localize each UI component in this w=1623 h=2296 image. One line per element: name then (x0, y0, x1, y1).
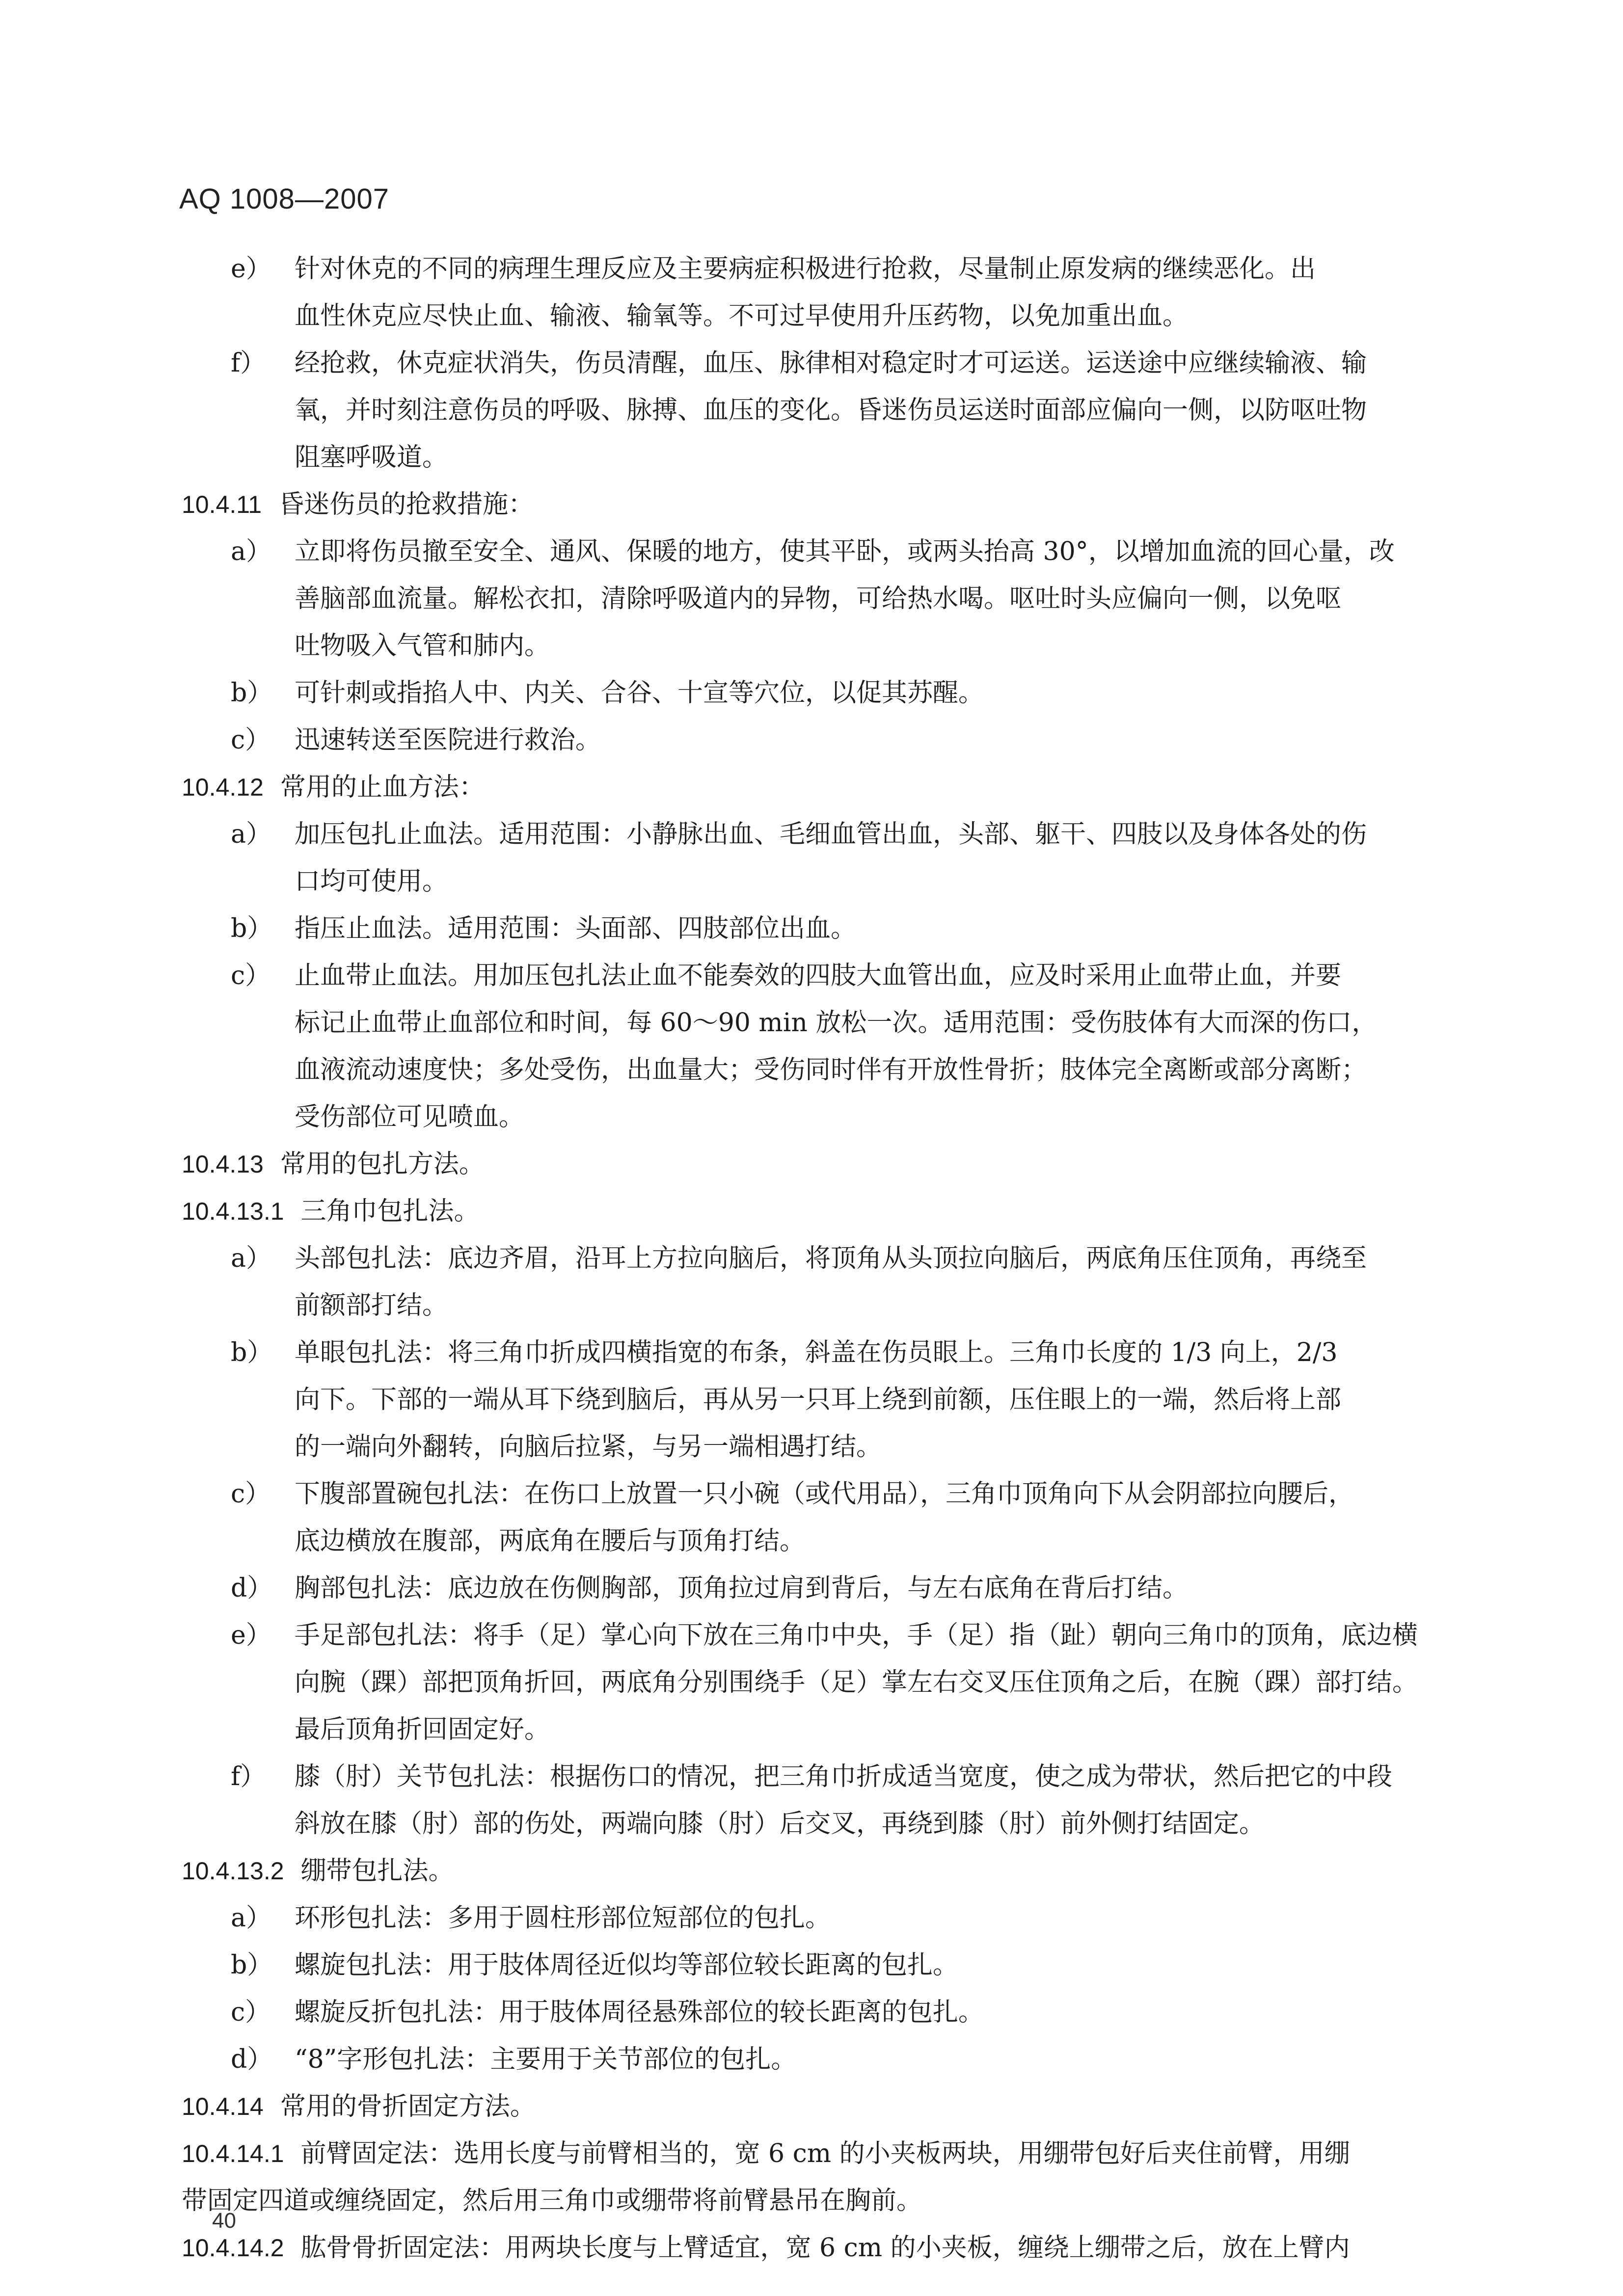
list-item-label: b） (231, 914, 273, 943)
list-item-text: 迅速转送至医院进行救治。 (295, 725, 601, 755)
list-item-label: a） (231, 1244, 272, 1273)
clause-number: 10.4.14.2 (182, 2234, 284, 2262)
list-item (182, 340, 1438, 387)
continuation-text: 口均可使用。 (295, 867, 448, 896)
list-item-text: 加压包扎止血法。适用范围：小静脉出血、毛细血管出血，头部、躯干、四肢以及身体各处的伤 (295, 820, 1367, 849)
continuation-text: 前额部打结。 (295, 1291, 448, 1320)
list-item-label: c） (231, 1998, 271, 2027)
list-item-continuation (182, 999, 1438, 1046)
continuation-text: 善脑部血流量。解松衣扣，清除呼吸道内的异物，可给热水喝。呕吐时头应偏向一侧，以免呕 (295, 584, 1342, 614)
list-item (182, 952, 1438, 999)
list-item-label: d） (231, 2045, 273, 2074)
list-item-continuation (182, 1376, 1438, 1423)
paragraph-text: 带固定四道或缠绕固定，然后用三角巾或绷带将前臂悬吊在胸前。 (182, 2186, 922, 2216)
continuation-text: 标记止血带止血部位和时间，每 60～90 min 放松一次。适用范围：受伤肢体有大而深的伤口， (295, 1008, 1378, 1038)
list-item-label: a） (231, 1903, 272, 1933)
continuation-text: 氧，并时刻注意伤员的呼吸、脉搏、血压的变化。昏迷伤员运送时面部应偏向一侧，以防呕吐物 (295, 396, 1367, 425)
list-item-label: f） (231, 1762, 266, 1791)
list-item-continuation (182, 575, 1438, 622)
page-number: 40 (212, 2209, 236, 2233)
list-item-label: b） (231, 1950, 273, 1980)
list-item-text: 螺旋包扎法：用于肢体周径近似均等部位较长距离的包扎。 (295, 1950, 959, 1980)
list-item-label: c） (231, 961, 271, 990)
clause-text: 前臂固定法：选用长度与前臂相当的，宽 6 cm 的小夹板两块，用绷带包好后夹住前臂，用绷 (300, 2139, 1350, 2168)
list-item-label: c） (231, 1479, 271, 1509)
list-item-text: 胸部包扎法：底边放在伤侧胸部，顶角拉过肩到背后，与左右底角在背后打结。 (295, 1574, 1189, 1603)
continuation-text: 血液流动速度快；多处受伤，出血量大；受伤同时伴有开放性骨折；肢体完全离断或部分离断； (295, 1055, 1367, 1085)
list-item (182, 1565, 1438, 1612)
list-item-continuation (182, 1094, 1438, 1141)
section-clause (182, 2224, 1438, 2271)
list-item (182, 1895, 1438, 1942)
section-clause (182, 1188, 1438, 1235)
list-item-label: b） (231, 678, 273, 708)
list-item-text: 单眼包扎法：将三角巾折成四横指宽的布条，斜盖在伤员眼上。三角巾长度的 1/3 向上，2/3 (295, 1338, 1338, 1367)
clause-number: 10.4.14.1 (182, 2140, 284, 2167)
list-item (182, 1612, 1438, 1659)
list-item-text: 螺旋反折包扎法：用于肢体周径悬殊部位的较长距离的包扎。 (295, 1998, 984, 2027)
section-clause (182, 764, 1438, 811)
list-item (182, 905, 1438, 952)
list-item (182, 1942, 1438, 1989)
list-item (182, 1329, 1438, 1376)
continuation-text: 向下。下部的一端从耳下绕到脑后，再从另一只耳上绕到前额，压住眼上的一端，然后将上部 (295, 1385, 1342, 1415)
list-item-label: b） (231, 1338, 273, 1367)
continuation-text: 吐物吸入气管和肺内。 (295, 631, 550, 661)
list-item-continuation (182, 293, 1438, 340)
list-item (182, 717, 1438, 764)
section-clause (182, 1847, 1438, 1895)
section-clause (182, 2130, 1438, 2177)
list-item-continuation (182, 1518, 1438, 1565)
list-item (182, 1470, 1438, 1518)
list-item-label: e） (231, 254, 271, 284)
paragraph-line (182, 2177, 1438, 2224)
list-item (182, 528, 1438, 575)
list-item-text: 指压止血法。适用范围：头面部、四肢部位出血。 (295, 914, 857, 943)
section-clause (182, 1141, 1438, 1188)
clause-text: 肱骨骨折固定法：用两块长度与上臂适宜，宽 6 cm 的小夹板，缠绕上绷带之后，放在上臂内 (300, 2233, 1350, 2263)
list-item-continuation (182, 1282, 1438, 1329)
continuation-text: 向腕（踝）部把顶角折回，两底角分别围绕手（足）掌左右交叉压住顶角之后，在腕（踝）部打结。 (295, 1668, 1418, 1697)
list-item (182, 811, 1438, 858)
clause-number: 10.4.13.1 (182, 1198, 284, 1225)
list-item-text: 针对休克的不同的病理生理反应及主要病症积极进行抢救，尽量制止原发病的继续恶化。出 (295, 254, 1316, 284)
continuation-text: 受伤部位可见喷血。 (295, 1102, 525, 1132)
continuation-text: 底边横放在腹部，两底角在腰后与顶角打结。 (295, 1526, 806, 1556)
list-item-continuation (182, 1046, 1438, 1094)
list-item-label: c） (231, 725, 271, 755)
continuation-text: 斜放在膝（肘）部的伤处，两端向膝（肘）后交叉，再绕到膝（肘）前外侧打结固定。 (295, 1809, 1265, 1839)
list-item-label: a） (231, 820, 272, 849)
list-item (182, 245, 1438, 293)
list-item-continuation (182, 1800, 1438, 1847)
section-clause (182, 481, 1438, 528)
clause-text: 常用的骨折固定方法。 (280, 2092, 536, 2121)
continuation-text: 的一端向外翻转，向脑后拉紧，与另一端相遇打结。 (295, 1432, 882, 1462)
list-item-text: 经抢救，休克症状消失，伤员清醒，血压、脉律相对稳定时才可运送。运送途中应继续输液、输 (295, 348, 1367, 378)
list-item-text: 下腹部置碗包扎法：在伤口上放置一只小碗（或代用品），三角巾顶角向下从会阴部拉向腰后， (295, 1479, 1354, 1509)
clause-text: 常用的止血方法： (280, 773, 485, 802)
document-body (182, 245, 1438, 2271)
list-item-text: 可针刺或指掐人中、内关、合谷、十宣等穴位，以促其苏醒。 (295, 678, 984, 708)
clause-number: 10.4.13 (182, 1150, 264, 1178)
clause-number: 10.4.13.2 (182, 1857, 284, 1885)
list-item (182, 1989, 1438, 2036)
list-item-text: “8”字形包扎法：主要用于关节部位的包扎。 (295, 2045, 797, 2074)
clause-number: 10.4.11 (182, 491, 262, 518)
list-item (182, 669, 1438, 717)
list-item-label: a） (231, 537, 272, 566)
list-item-label: f） (231, 348, 266, 378)
list-item-continuation (182, 622, 1438, 669)
list-item-text: 止血带止血法。用加压包扎法止血不能奏效的四肢大血管出血，应及时采用止血带止血，并要 (295, 961, 1342, 990)
list-item-continuation (182, 387, 1438, 434)
clause-text: 常用的包扎方法。 (280, 1149, 485, 1179)
document-code: AQ 1008—2007 (179, 183, 389, 215)
list-item-text: 立即将伤员撤至安全、通风、保暖的地方，使其平卧，或两头抬高 30°，以增加血流的回心量，改 (295, 537, 1395, 566)
clause-text: 三角巾包扎法。 (300, 1197, 480, 1226)
clause-text: 绷带包扎法。 (300, 1856, 454, 1886)
clause-text: 昏迷伤员的抢救措施： (278, 490, 534, 519)
list-item-label: e） (231, 1621, 271, 1650)
list-item-text: 头部包扎法：底边齐眉，沿耳上方拉向脑后，将顶角从头顶拉向脑后，两底角压住顶角，再绕至 (295, 1244, 1367, 1273)
list-item (182, 1235, 1438, 1282)
continuation-text: 阻塞呼吸道。 (295, 443, 448, 472)
list-item (182, 2036, 1438, 2083)
list-item-continuation (182, 1423, 1438, 1470)
list-item-continuation (182, 858, 1438, 905)
list-item-continuation (182, 1706, 1438, 1753)
list-item-text: 环形包扎法：多用于圆柱形部位短部位的包扎。 (295, 1903, 831, 1933)
list-item-text: 膝（肘）关节包扎法：根据伤口的情况，把三角巾折成适当宽度，使之成为带状，然后把它的中段 (295, 1762, 1393, 1791)
list-item (182, 1753, 1438, 1800)
clause-number: 10.4.12 (182, 774, 264, 801)
clause-number: 10.4.14 (182, 2093, 264, 2120)
continuation-text: 最后顶角折回固定好。 (295, 1715, 550, 1744)
section-clause (182, 2083, 1438, 2130)
list-item-continuation (182, 1659, 1438, 1706)
list-item-text: 手足部包扎法：将手（足）掌心向下放在三角巾中央，手（足）指（趾）朝向三角巾的顶角，底边横 (295, 1621, 1418, 1650)
list-item-continuation (182, 434, 1438, 481)
list-item-label: d） (231, 1574, 273, 1603)
continuation-text: 血性休克应尽快止血、输液、输氧等。不可过早使用升压药物，以免加重出血。 (295, 301, 1189, 331)
